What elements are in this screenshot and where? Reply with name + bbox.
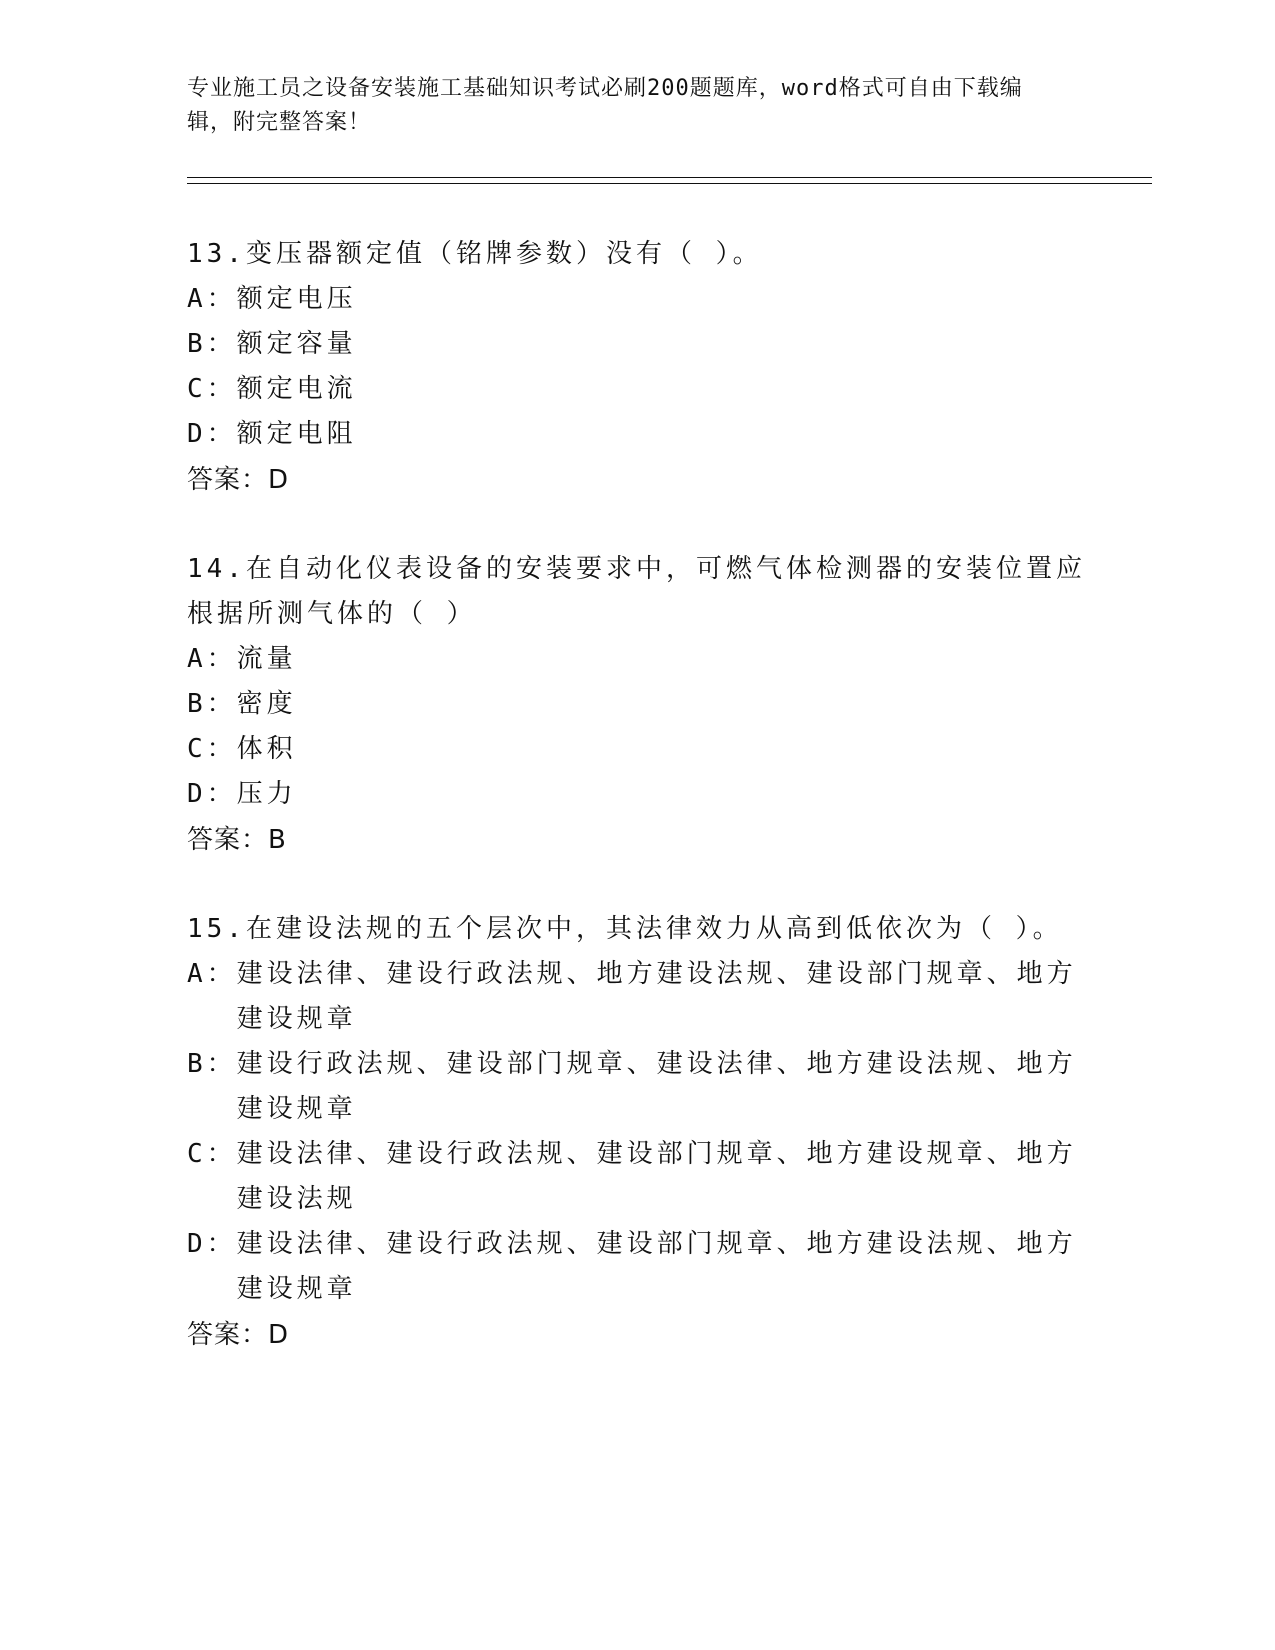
option-key: B： (187, 1049, 237, 1079)
option-key: C： (187, 374, 237, 404)
answer-line: 答案：B (187, 825, 287, 855)
option-key: D： (187, 419, 237, 449)
option-key: D： (187, 779, 237, 809)
question-list (187, 232, 1087, 1402)
option-key: D： (187, 1229, 237, 1259)
option-b (187, 1042, 1087, 1132)
question-15 (187, 907, 1087, 1358)
option-b (187, 682, 1087, 727)
option-text: 额定电压 (236, 284, 357, 314)
question-14 (187, 547, 1087, 863)
question-stem: 15.在建设法规的五个层次中，其法律效力从高到低依次为（ ）。 (187, 914, 1063, 944)
option-text: 额定电阻 (236, 419, 357, 449)
option-key: A： (187, 644, 237, 674)
option-a (187, 952, 1087, 1042)
option-key: A： (187, 284, 237, 314)
option-text: 建设法律、建设行政法规、地方建设法规、建设部门规章、地方建设规章 (236, 959, 1077, 1034)
option-text: 体积 (236, 734, 297, 764)
question-stem: 14.在自动化仪表设备的安装要求中，可燃气体检测器的安装位置应根据所测气体的（ ） (187, 554, 1086, 629)
header-divider-bottom (187, 183, 1152, 184)
option-text: 额定容量 (236, 329, 357, 359)
option-c (187, 367, 1087, 412)
option-a (187, 277, 1087, 322)
option-text: 压力 (236, 779, 297, 809)
option-text: 建设法律、建设行政法规、建设部门规章、地方建设规章、地方建设法规 (236, 1139, 1077, 1214)
question-stem: 13.变压器额定值（铭牌参数）没有（ ）。 (187, 239, 763, 269)
option-d (187, 1222, 1087, 1312)
header-divider-top (187, 177, 1152, 178)
option-d (187, 412, 1087, 457)
option-text: 建设行政法规、建设部门规章、建设法律、地方建设法规、地方建设规章 (236, 1049, 1077, 1124)
option-text: 密度 (236, 689, 297, 719)
option-key: A： (187, 959, 237, 989)
option-text: 流量 (236, 644, 297, 674)
option-b (187, 322, 1087, 367)
option-text: 额定电流 (236, 374, 357, 404)
answer-line: 答案：D (187, 465, 290, 495)
option-a (187, 637, 1087, 682)
option-key: B： (187, 689, 237, 719)
document-header: 专业施工员之设备安装施工基础知识考试必刷200题题库，word格式可自由下载编辑，附完整答案！ (187, 76, 1023, 135)
option-key: B： (187, 329, 237, 359)
answer-line: 答案：D (187, 1320, 290, 1350)
option-key: C： (187, 734, 237, 764)
option-d (187, 772, 1087, 817)
option-c (187, 727, 1087, 772)
option-c (187, 1132, 1087, 1222)
question-13 (187, 232, 1087, 503)
option-text: 建设法律、建设行政法规、建设部门规章、地方建设法规、地方建设规章 (236, 1229, 1077, 1304)
option-key: C： (187, 1139, 237, 1169)
